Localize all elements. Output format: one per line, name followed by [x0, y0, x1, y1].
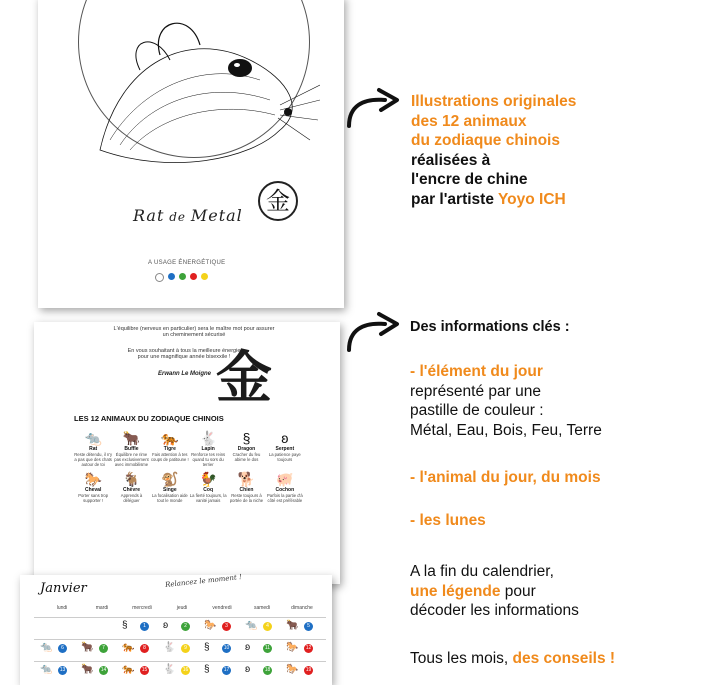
day-animal-icon: 🐀 [40, 664, 53, 675]
day-element-pastille: 11 [264, 645, 271, 651]
animal-advice: Reste toujours à portée de la niche [229, 493, 264, 503]
legend-emphasis: une légende [410, 582, 501, 600]
animal-icon: ʚ [281, 430, 289, 446]
day-animal-icon: § [204, 664, 210, 675]
animal-entry [74, 430, 112, 467]
calendar-week-row [34, 661, 326, 684]
animal-advice: Fais attention à tes coups de patitoune ! [150, 452, 189, 462]
weekday-label: mardi [95, 605, 109, 611]
day-animal-icon: ʚ [245, 642, 251, 653]
animal-icon: 🐎 [84, 471, 102, 487]
block1-line-3: du zodiaque chinois [411, 132, 560, 149]
animal-entry [151, 430, 189, 467]
block1-line-1: Illustrations originales [411, 93, 577, 110]
animal-entry [227, 430, 265, 467]
artist-name: Yoyo ICH [497, 190, 566, 208]
animal-name: Serpent [275, 446, 295, 452]
animal-icon: 🐐 [122, 471, 141, 487]
animal-icon: 🐀 [84, 430, 102, 446]
animal-icon: § [242, 430, 251, 446]
calendar-cover-page [38, 0, 344, 308]
block2-heading: Des informations clés : [410, 319, 570, 335]
animal-name: Cheval [84, 487, 102, 493]
animal-entry [112, 471, 150, 503]
feature-block-element [410, 362, 602, 440]
day-element-pastille: 16 [182, 667, 189, 673]
day-animal-icon: § [122, 620, 128, 631]
animal-name: Coq [203, 487, 214, 493]
day-animal-icon: 🐎 [286, 664, 299, 675]
curved-arrow-icon [345, 86, 401, 128]
day-element-pastille: 2 [181, 622, 190, 631]
legend-line-2: pour [500, 582, 536, 600]
metal-seal-icon: 金 [258, 181, 298, 221]
item-element-line-3: Métal, Eau, Bois, Feu, Terre [410, 421, 602, 439]
weekday-label: lundi [56, 605, 68, 611]
day-animal-icon: 🐇 [163, 642, 176, 653]
animal-advice: Équilibre ne rime pas exclusivement avec immobilisme [114, 452, 149, 467]
item-element-line-1: représenté par une [410, 382, 541, 400]
day-element-pastille: 9 [181, 644, 190, 653]
day-element-pastille: 18 [264, 667, 271, 673]
calendar-week-row [34, 639, 326, 662]
day-animal-icon: 🐎 [286, 642, 299, 653]
day-animal-icon: 🐎 [204, 620, 217, 631]
wish-line-1: En vous souhaitant à tous la meilleure énergie [127, 348, 241, 354]
day-animal-icon: § [204, 642, 210, 653]
day-animal-icon: 🐀 [40, 642, 53, 653]
usage-label: A USAGE ÉNERGÉTIQUE [148, 260, 226, 266]
block1-line-4: réalisées à [411, 151, 491, 169]
day-element-pastille: 3 [222, 622, 231, 631]
animal-name: Singe [163, 487, 177, 493]
animal-name: Tigre [163, 446, 176, 452]
element-dot-metal [155, 273, 164, 282]
animal-name: Rat [89, 446, 98, 452]
day-element-pastille: 5 [304, 622, 313, 631]
animal-icon: 🐂 [122, 430, 141, 446]
animal-icon: 🐅 [161, 430, 179, 446]
wish-line-2: pour une magnifique année bisexxile ! [137, 354, 231, 360]
animal-advice: La focalisation aide tout le monde [151, 493, 188, 503]
animal-icon: 🐕 [237, 471, 256, 487]
day-animal-icon: 🐅 [122, 664, 135, 675]
metal-rat-illustration [80, 0, 320, 200]
legend-block [410, 562, 579, 621]
weekday-label: mercredi [132, 605, 152, 611]
title-de: de [169, 210, 187, 224]
animal-icon: 🐓 [199, 471, 217, 487]
animal-entry [189, 430, 227, 467]
day-element-pastille: 8 [140, 644, 149, 653]
animal-advice: Renforce tes reins quand tu sors du terrier [191, 452, 226, 467]
tips-prefix: Tous les mois, [410, 650, 513, 667]
day-element-pastille: 12 [305, 645, 312, 651]
day-element-pastille: 1 [140, 622, 149, 631]
calendar-week-row [34, 617, 326, 640]
day-animal-icon: 🐀 [245, 620, 258, 631]
day-element-pastille: 7 [99, 644, 108, 653]
weekday-header [42, 605, 322, 611]
tips-emphasis: des conseils ! [512, 650, 616, 667]
element-dot-wood [179, 273, 186, 280]
animals-heading: LES 12 ANIMAUX DU ZODIAQUE CHINOIS [74, 414, 224, 423]
element-dot-earth [201, 273, 208, 280]
animal-advice: Reste détendu, il n'y a pas que des chats autour de toi [74, 452, 113, 467]
cover-title [133, 206, 243, 225]
day-animal-icon: ʚ [163, 620, 169, 631]
animal-icon: 🐒 [161, 471, 179, 487]
animal-icon: 🐖 [276, 471, 294, 487]
animal-entry [112, 430, 150, 467]
animal-advice: Cracher du feu abime le dos [232, 452, 261, 462]
intro-line-1: L'équilibre (nerveux en particulier) sera le maître mot pour assurer [113, 326, 275, 332]
month-title: Janvier [40, 581, 87, 596]
animal-advice: La fierté toujours, la vanité jamais [189, 493, 227, 503]
animal-advice: Porter sans trop supporter ! [78, 493, 109, 503]
animals-grid [74, 430, 304, 503]
calendar-month-page [20, 575, 332, 685]
block1-line-6: par l'artiste [411, 190, 498, 208]
weekday-label: samedi [253, 605, 271, 611]
block1-line-5: l'encre de chine [411, 171, 528, 188]
item-element-line-2: pastille de couleur : [410, 402, 544, 419]
animal-name: Cochon [275, 487, 295, 493]
animal-name: Buffle [124, 446, 139, 452]
animal-entry [266, 430, 304, 467]
animal-name: Lapin [201, 446, 215, 452]
day-animal-icon: ʚ [245, 664, 251, 675]
animal-entry [266, 471, 304, 503]
day-element-pastille: 6 [58, 644, 67, 653]
animal-entry [74, 471, 112, 503]
day-animal-icon: 🐂 [286, 620, 299, 631]
item-element-title: - l'élément du jour [410, 363, 543, 380]
element-dot-fire [190, 273, 197, 280]
item-moons-title: - les lunes [410, 512, 486, 529]
metal-calligraphy: 金 [216, 345, 272, 411]
weekday-label: dimanche [291, 605, 313, 611]
weekday-label: vendredi [212, 605, 232, 611]
weekday-label: jeudi [176, 605, 188, 611]
day-element-pastille: 14 [100, 667, 107, 673]
animal-entry [189, 471, 227, 503]
day-animal-icon: 🐇 [163, 664, 176, 675]
day-animal-icon: 🐅 [122, 642, 135, 653]
animal-icon: 🐇 [199, 430, 217, 446]
element-dot-water [168, 273, 175, 280]
title-rat: Rat [133, 206, 165, 225]
element-color-dots [155, 273, 208, 282]
day-element-pastille: 10 [223, 645, 230, 651]
animal-advice: Apprends à déléguer [120, 493, 143, 503]
animal-entry [227, 471, 265, 503]
signature: Erwann Le Moigne [158, 371, 212, 377]
feature-block-illustrations [411, 92, 576, 209]
day-element-pastille: 19 [305, 667, 312, 673]
item-animal-title: - l'animal du jour, du mois [410, 469, 601, 486]
block1-line-2: des 12 animaux [411, 112, 527, 130]
day-element-pastille: 15 [141, 667, 148, 673]
month-slogan: Relancez le moment ! [164, 573, 243, 589]
legend-line-3: décoder les informations [410, 602, 579, 619]
day-animal-icon: 🐂 [81, 664, 94, 675]
animal-name: Dragon [237, 446, 256, 452]
legend-line-1: A la fin du calendrier, [410, 563, 554, 580]
curved-arrow-icon [345, 310, 401, 352]
animal-name: Chien [239, 487, 254, 493]
title-metal: Metal [190, 206, 243, 225]
intro-line-2: un cheminement sécurisé [162, 332, 226, 338]
day-animal-icon: 🐂 [81, 642, 94, 653]
animal-advice: La patience paye toujours [268, 452, 301, 462]
day-element-pastille: 17 [223, 667, 230, 673]
tips-line [410, 649, 615, 669]
animal-entry [151, 471, 189, 503]
animal-name: Chèvre [123, 487, 140, 493]
animal-advice: Parfois la partie d'à côté est préférable [266, 493, 303, 503]
day-element-pastille: 4 [263, 622, 272, 631]
calendar-info-page [34, 322, 340, 584]
day-element-pastille: 13 [59, 667, 66, 673]
